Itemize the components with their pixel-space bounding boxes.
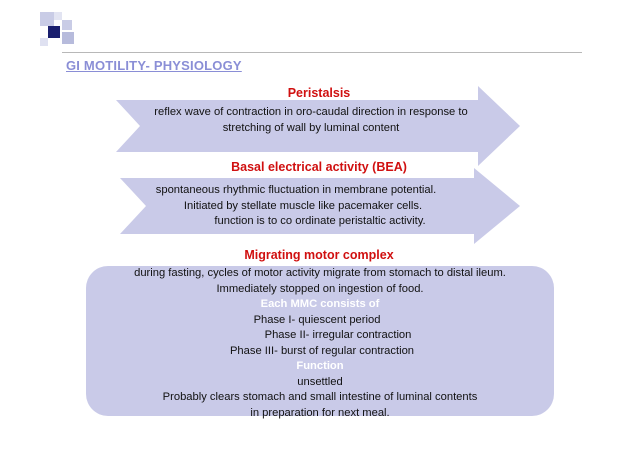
bea-heading: Basal electrical activity (BEA)	[231, 160, 407, 174]
mmc-intro-line-1: during fasting, cycles of motor activity migrate from stomach to distal ileum.	[134, 267, 506, 279]
mmc-consists-label: Each MMC consists of	[260, 298, 380, 310]
mmc-phase-2: Phase II- irregular contraction	[264, 329, 412, 341]
peristalsis-line-2: stretching of wall by luminal content	[222, 121, 400, 134]
mmc-function-label: Function	[296, 360, 344, 372]
peristalsis-heading: Peristalsis	[287, 86, 351, 100]
peristalsis-line-1: reflex wave of contraction in oro-caudal direction in response to	[154, 106, 468, 118]
mmc-function-line-3: in preparation for next meal.	[250, 406, 390, 419]
mmc-phase-3: Phase III- burst of regular contraction	[229, 344, 415, 357]
mmc-intro-line-2: Immediately stopped on ingestion of food.	[216, 282, 424, 295]
mmc-heading: Migrating motor complex	[244, 248, 394, 262]
bea-line-2: Initiated by stellate muscle like pacemaker cells.	[183, 199, 423, 212]
mmc-description	[86, 266, 554, 421]
mmc-function-line-2: Probably clears stomach and small intestine of luminal contents	[162, 391, 478, 403]
mmc-phase-1: Phase I- quiescent period	[253, 313, 381, 326]
bea-description	[120, 183, 490, 230]
bea-line-1: spontaneous rhythmic fluctuation in membrane potential.	[155, 184, 437, 196]
mmc-function-line-1: unsettled	[297, 375, 343, 388]
slide-title: GI MOTILITY- PHYSIOLOGY	[66, 58, 242, 73]
bea-line-3: function is to co ordinate peristaltic activity.	[214, 215, 426, 227]
